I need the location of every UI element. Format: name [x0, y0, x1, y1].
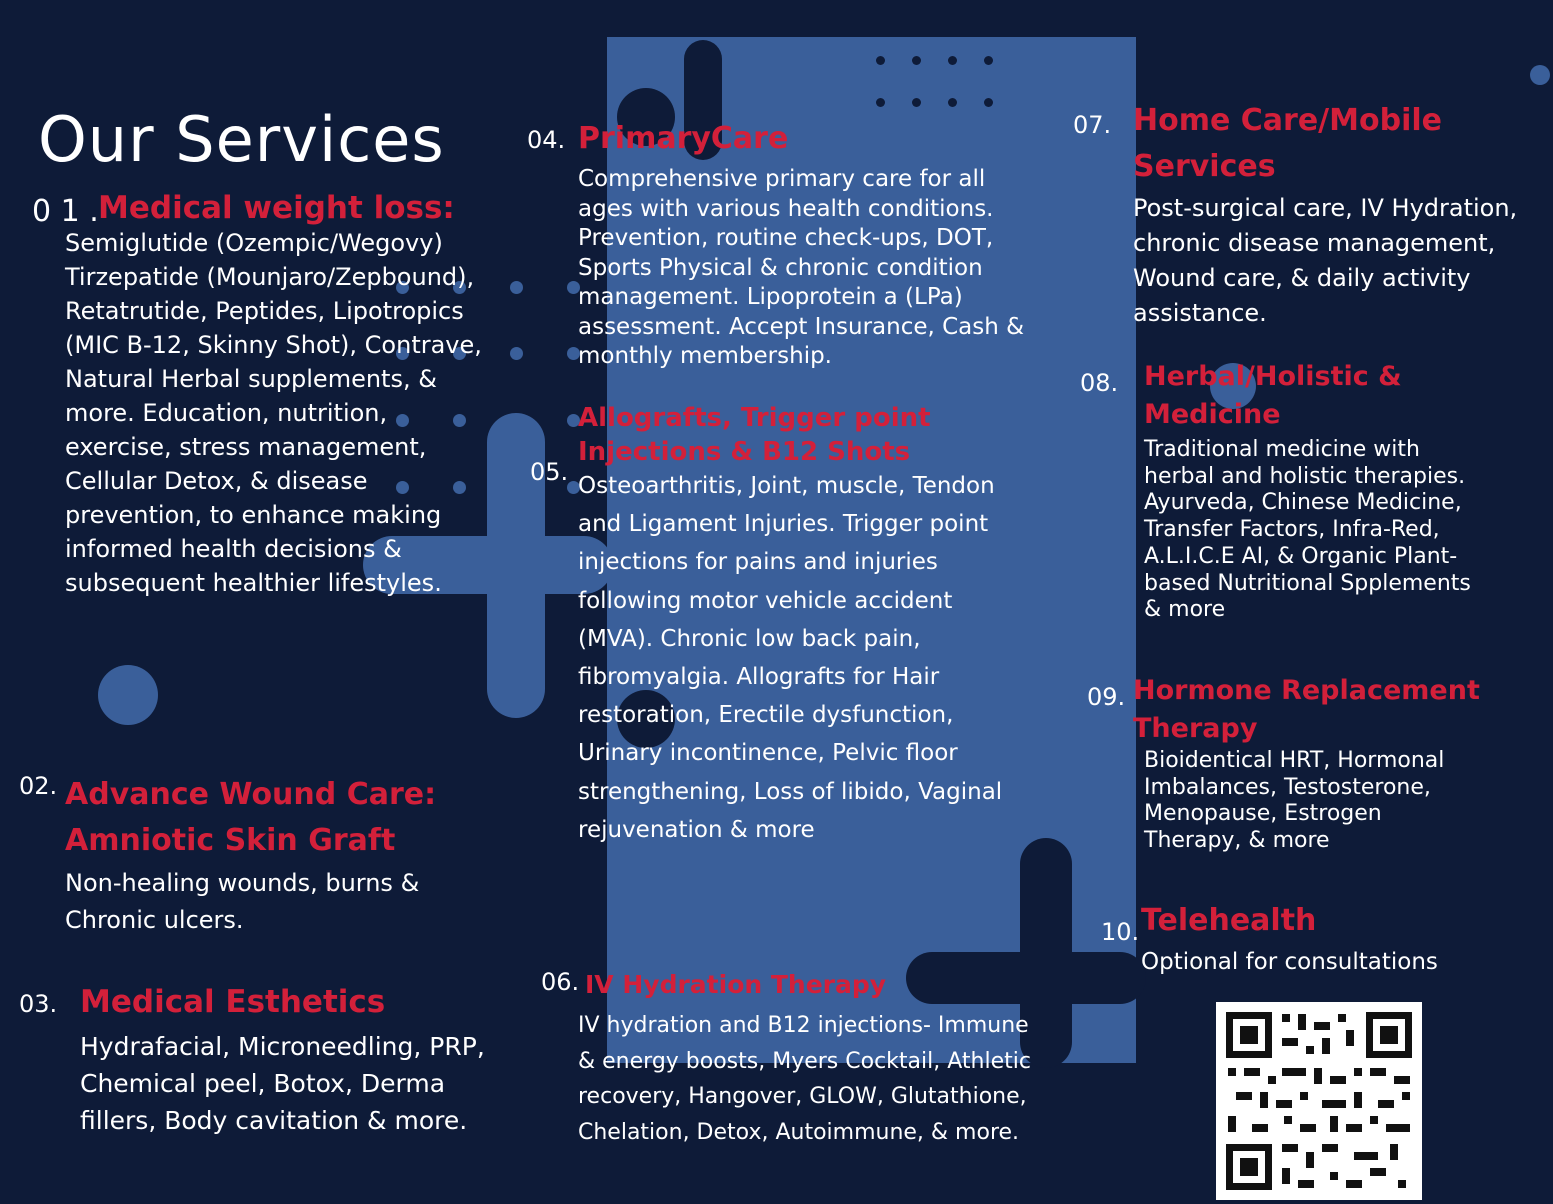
service-description: Comprehensive primary care for all ages with various health conditions. Prevention, routine check-ups, DOT, Sports Physical & chronic condition management. Lipoprotein a (LPa) assessment. Accept Insurance, Cash & monthly membership.	[578, 166, 1025, 369]
dot-grid-top	[984, 98, 993, 107]
service-title: Medical weight loss:	[98, 190, 455, 226]
service-number: 03.	[19, 990, 58, 1018]
circle-decoration	[98, 665, 158, 725]
service-title: Telehealth	[1141, 903, 1317, 938]
qr-code-graphic	[1216, 1002, 1422, 1200]
dot-grid-left	[510, 281, 523, 294]
service-number: 0 1 .	[32, 194, 99, 229]
service-title: PrimaryCare	[578, 121, 789, 156]
dot-grid-top	[876, 98, 885, 107]
dot-grid-top	[984, 56, 993, 65]
service-description: IV hydration and B12 injections- Immune & energy boosts, Myers Cocktail, Athletic recovery, Hangover, GLOW, Glutathione, Chelation, Detox, Autoimmune, & more.	[578, 1013, 1031, 1145]
dot-grid-left	[510, 347, 523, 360]
dot-grid-top	[912, 98, 921, 107]
service-number: 05.	[530, 458, 569, 486]
service-description: Osteoarthritis, Joint, muscle, Tendon and Ligament Injuries. Trigger point injections for pains and injuries following motor vehicle accident (MVA). Chronic low back pain, fibromyalgia. Allografts for Hair restoration, Erectile dysfunction, Urinary incontinence, Pelvic floor strengthening, Loss of libido, Vaginal rejuvenation & more	[578, 473, 1003, 843]
service-description: Traditional medicine with herbal and holistic therapies. Ayurveda, Chinese Medicine, Transfer Factors, Infra-Red, A.L.I.C.E AI, & Organic Plant-based Nutritional Spplements & more	[1144, 437, 1471, 623]
service-description: Post-surgical care, IV Hydration, chronic disease management, Wound care, & daily activity assistance.	[1133, 194, 1518, 327]
service-title: Medical Esthetics	[80, 984, 386, 1020]
service-title: IV Hydration Therapy	[585, 970, 887, 999]
service-title: Home Care/Mobile Services	[1133, 103, 1442, 184]
service-title: Hormone Replacement Therapy	[1133, 675, 1480, 744]
service-number: 06.	[541, 968, 580, 996]
service-description: Bioidentical HRT, Hormonal Imbalances, Testosterone, Menopause, Estrogen Therapy, & more	[1144, 748, 1445, 853]
dot-grid-top	[948, 56, 957, 65]
service-description: Hydrafacial, Microneedling, PRP, Chemical peel, Botox, Derma fillers, Body cavitation & more.	[80, 1032, 485, 1135]
service-number: 10.	[1101, 918, 1140, 946]
dot-grid-top	[948, 98, 957, 107]
qr-code-icon[interactable]	[1216, 1002, 1422, 1200]
cross-dark-horizontal-bottom	[906, 952, 1146, 1004]
service-number: 04.	[527, 126, 566, 154]
service-title: Allografts, Trigger point Injections & B12 Shots	[578, 403, 931, 467]
service-number: 09.	[1087, 683, 1126, 711]
service-title: Herbal/Holistic & Medicine	[1144, 361, 1402, 430]
service-description: Optional for consultations	[1141, 949, 1438, 975]
service-number: 08.	[1080, 369, 1119, 397]
dot-grid-top	[912, 56, 921, 65]
service-number: 02.	[19, 772, 58, 800]
service-description: Semiglutide (Ozempic/Wegovy) Tirzepatide (Mounjaro/Zepbound), Retatrutide, Peptides, Lipotropics (MIC B-12, Skinny Shot), Contrave, Natural Herbal supplements, & more. Education, nutrition, exercise, stress management, Cellular Detox, & disease prevention, to enhance making informed health decisions & subsequent healthier lifestyles.	[65, 229, 482, 597]
service-title: Advance Wound Care: Amniotic Skin Graft	[65, 777, 437, 858]
dot-grid-top	[876, 56, 885, 65]
small-circle-decoration	[1530, 65, 1550, 85]
service-number: 07.	[1073, 111, 1112, 139]
page-title: Our Services	[38, 103, 445, 176]
service-description: Non-healing wounds, burns & Chronic ulcers.	[65, 869, 420, 934]
